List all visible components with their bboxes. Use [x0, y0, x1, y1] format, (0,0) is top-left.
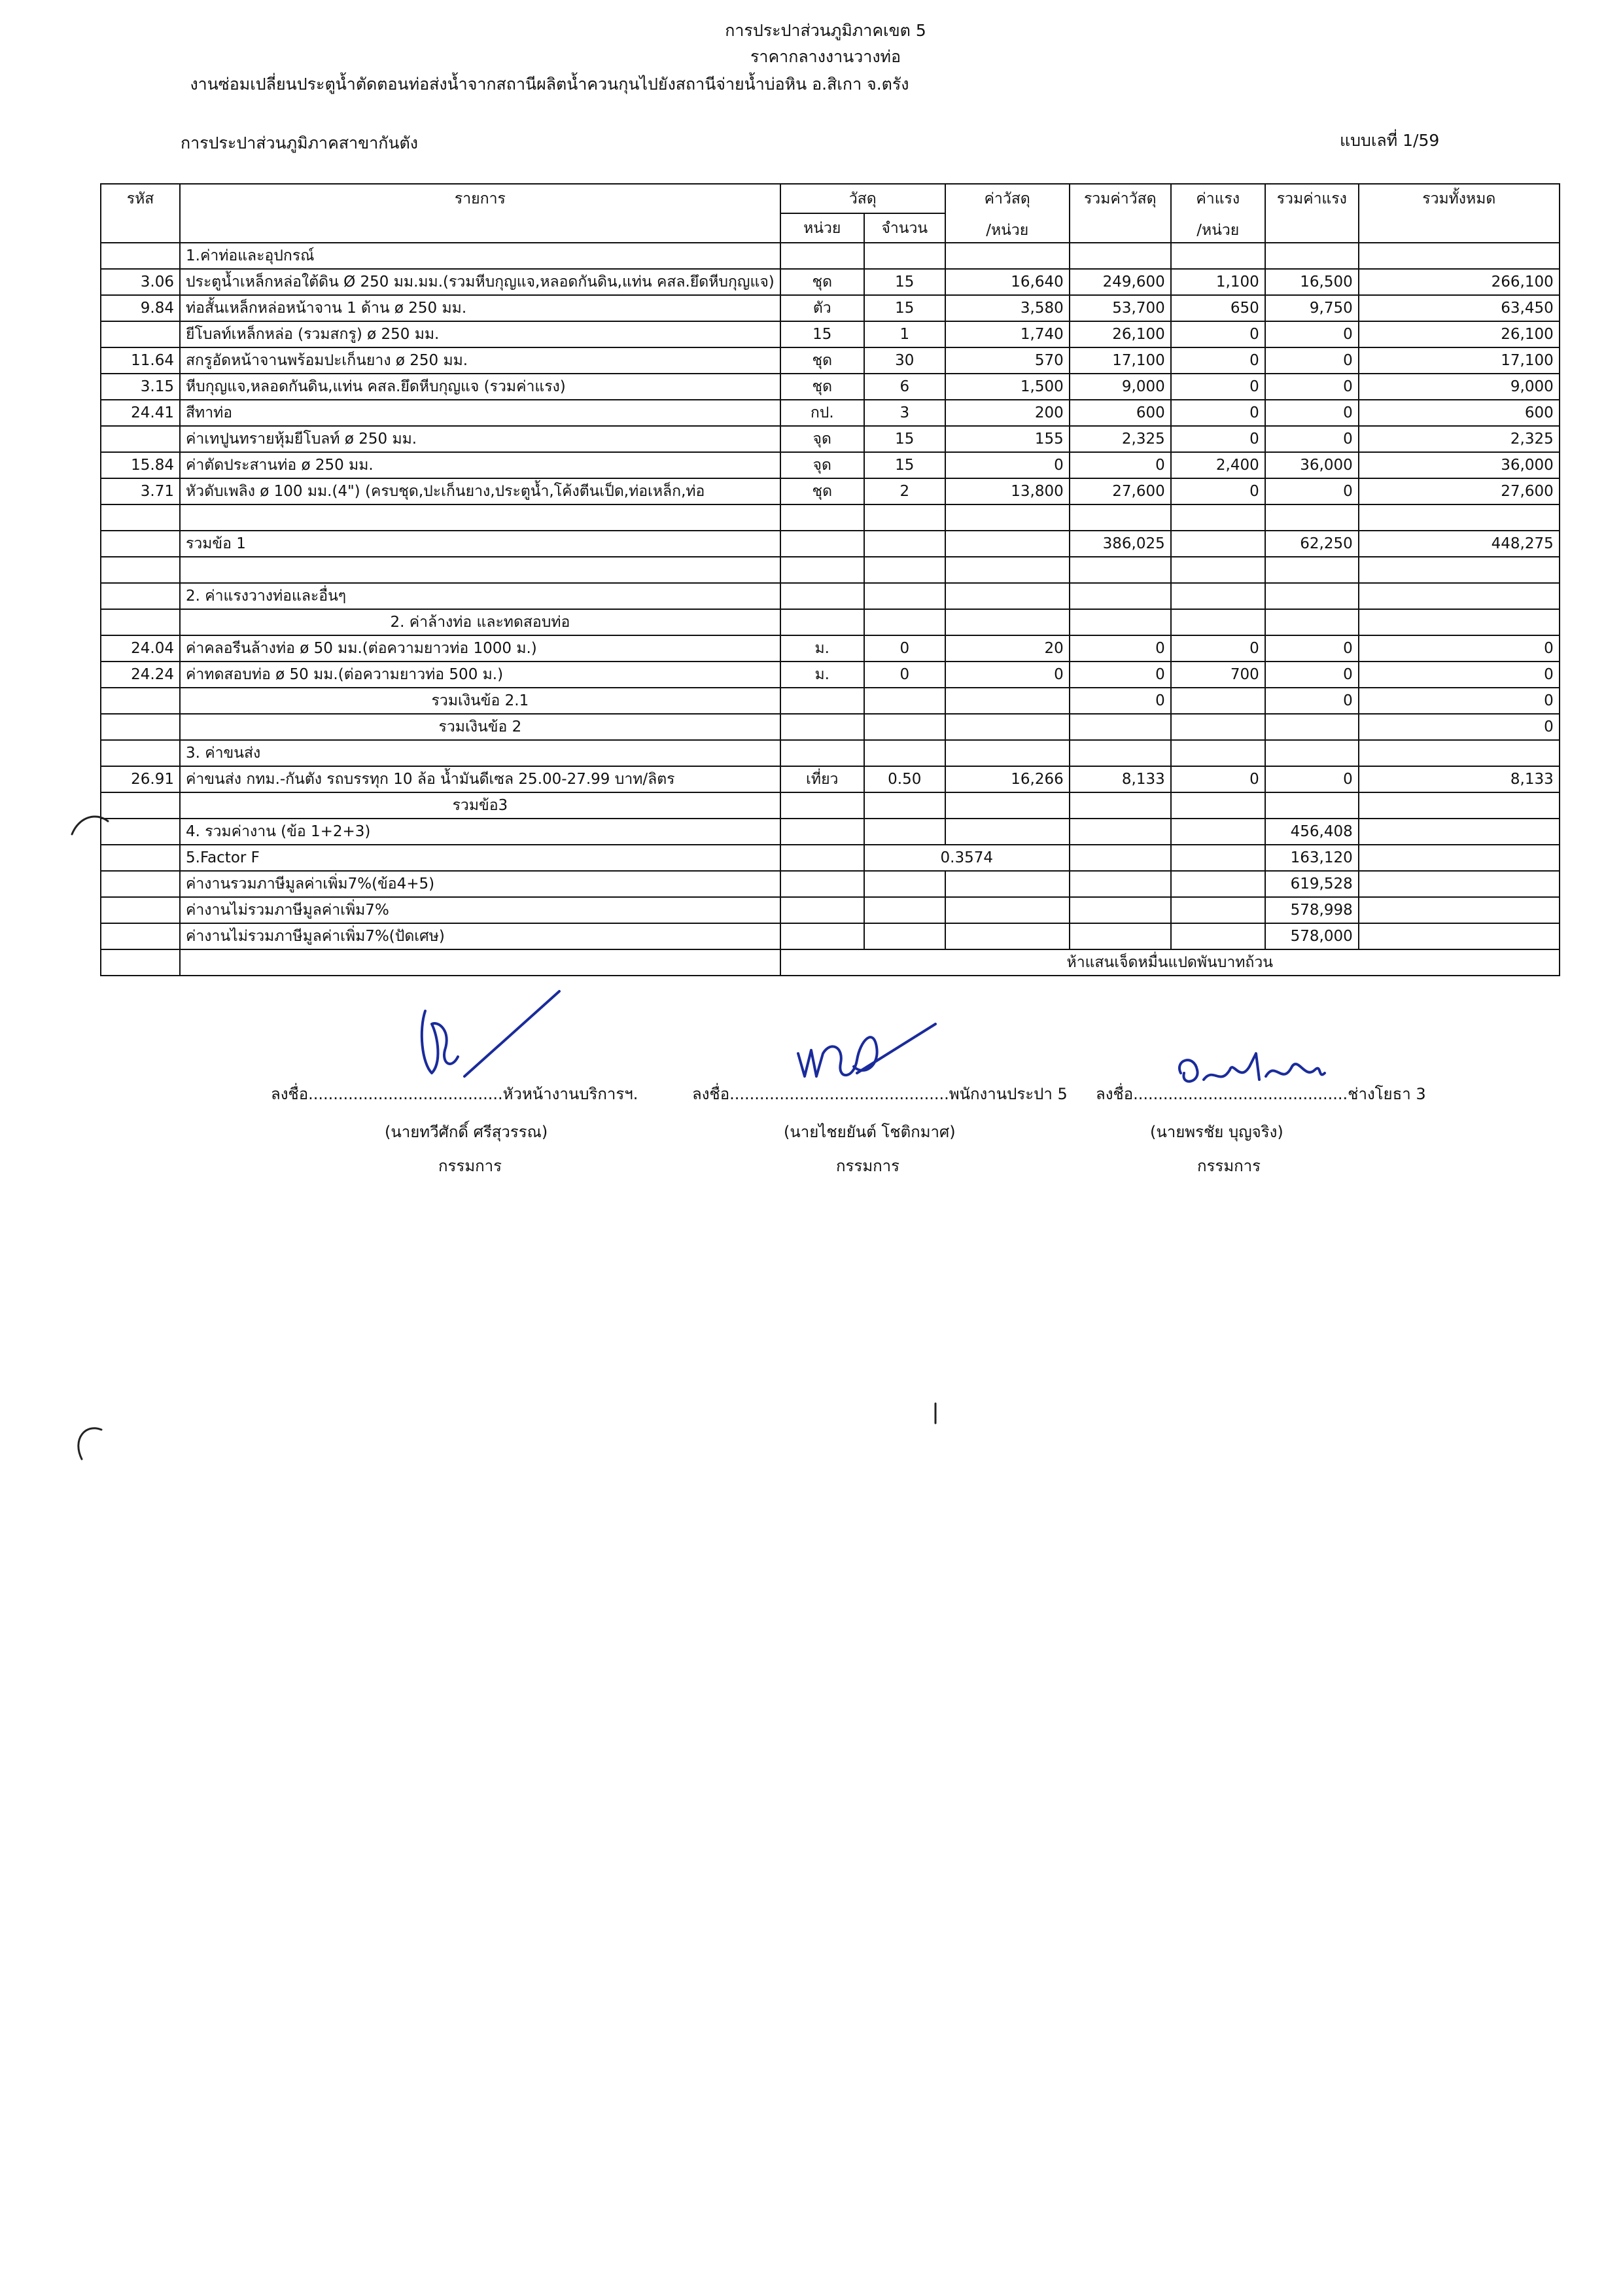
signature-line-3: ลงชื่อ...........................................ช่างโยธา 3 — [1096, 1085, 1426, 1103]
table-row — [101, 269, 1560, 295]
cell-unit: จุด — [780, 452, 864, 478]
cell-qty: 15 — [864, 452, 945, 478]
cell-item: ท่อสั้นเหล็กหล่อหน้าจาน 1 ด้าน ø 250 มม. — [180, 295, 780, 321]
section-title-row — [101, 740, 1560, 766]
section-2-subtitle: 2. ค่าล้างท่อ และทดสอบท่อ — [180, 609, 780, 635]
subtotal-1-labor-total: 62,250 — [1265, 531, 1359, 557]
section-title-row — [101, 583, 1560, 609]
cell-qty: 1 — [864, 321, 945, 347]
cell-unit: ชุด — [780, 269, 864, 295]
summary-6-value: 619,528 — [1265, 871, 1359, 897]
header-branch: การประปาส่วนภูมิภาคสาขากันตัง — [181, 133, 418, 152]
cell-item: สกรูอัดหน้าจานพร้อมปะเก็นยาง ø 250 มม. — [180, 347, 780, 374]
summary-row — [101, 845, 1560, 871]
cell-labor: 700 — [1171, 662, 1265, 688]
cell-unit: ชุด — [780, 478, 864, 504]
col-header-grand-total: รวมทั้งหมด — [1359, 184, 1560, 243]
table-row — [101, 635, 1560, 662]
cell-mat-price: 155 — [945, 426, 1070, 452]
amount-in-words: ห้าแสนเจ็ดหมื่นแปดพันบาทถ้วน — [780, 949, 1560, 976]
cell-unit: ชุด — [780, 347, 864, 374]
cell-total: 8,133 — [1359, 766, 1560, 792]
cell-mat-total: 0 — [1070, 662, 1171, 688]
cell-code: 15.84 — [101, 452, 180, 478]
cell-total: 26,100 — [1359, 321, 1560, 347]
subtotal-1-total: 448,275 — [1359, 531, 1560, 557]
cell-labor-total: 0 — [1265, 400, 1359, 426]
cell-code: 24.04 — [101, 635, 180, 662]
cell-code: 9.84 — [101, 295, 180, 321]
summary-row — [101, 871, 1560, 897]
section-title-row — [101, 243, 1560, 269]
signature-1 — [412, 985, 569, 1083]
cell-mat-price: 0 — [945, 452, 1070, 478]
section-subtitle-row — [101, 609, 1560, 635]
cell-qty: 15 — [864, 295, 945, 321]
subtotal-2-label: รวมเงินข้อ 2 — [180, 714, 780, 740]
cell-mat-total: 27,600 — [1070, 478, 1171, 504]
subtotal-1-mat-total: 386,025 — [1070, 531, 1171, 557]
cell-labor: 1,100 — [1171, 269, 1265, 295]
empty-row — [101, 557, 1560, 583]
cell-total: 17,100 — [1359, 347, 1560, 374]
cell-labor: 0 — [1171, 321, 1265, 347]
cell-total: 27,600 — [1359, 478, 1560, 504]
signer-3-role: กรรมการ — [1197, 1157, 1261, 1175]
table-row — [101, 766, 1560, 792]
cell-mat-total: 600 — [1070, 400, 1171, 426]
cell-unit: ชุด — [780, 374, 864, 400]
summary-4-value: 456,408 — [1265, 819, 1359, 845]
cost-table — [100, 183, 1560, 976]
cell-qty: 30 — [864, 347, 945, 374]
cell-code: 26.91 — [101, 766, 180, 792]
summary-8-label: ค่างานไม่รวมภาษีมูลค่าเพิ่ม7%(ปัดเศษ) — [180, 923, 780, 949]
subtotal-1-label: รวมข้อ 1 — [180, 531, 780, 557]
col-header-mat-total: รวมค่าวัสดุ — [1070, 184, 1171, 243]
cell-labor: 0 — [1171, 426, 1265, 452]
signer-2-name: (นายไชยยันต์ โชติกมาศ) — [784, 1123, 956, 1141]
cell-code: 3.71 — [101, 478, 180, 504]
cell-mat-total: 17,100 — [1070, 347, 1171, 374]
col-header-qty: จำนวน — [864, 213, 945, 243]
cell-unit: 15 — [780, 321, 864, 347]
cell-mat-total: 0 — [1070, 452, 1171, 478]
cell-code: 3.06 — [101, 269, 180, 295]
cell-total: 0 — [1359, 662, 1560, 688]
cell-qty: 0 — [864, 635, 945, 662]
cell-labor-total: 0 — [1265, 635, 1359, 662]
header-project-title: งานซ่อมเปลี่ยนประตูน้ำตัดตอนท่อส่งน้ำจากสถานีผลิตน้ำควนกุนไปยังสถานีจ่ายน้ำบ่อหิน อ.สิเกา จ.ตรัง — [190, 75, 909, 94]
cell-code: 24.24 — [101, 662, 180, 688]
empty-row — [101, 504, 1560, 531]
cell-mat-total: 26,100 — [1070, 321, 1171, 347]
subtotal-2-1-total: 0 — [1359, 688, 1560, 714]
summary-6-label: ค่างานรวมภาษีมูลค่าเพิ่ม7%(ข้อ4+5) — [180, 871, 780, 897]
cell-unit: ม. — [780, 662, 864, 688]
cell-item: ค่าทดสอบท่อ ø 50 มม.(ต่อความยาวท่อ 500 ม.) — [180, 662, 780, 688]
cell-mat-price: 13,800 — [945, 478, 1070, 504]
subtotal-row — [101, 531, 1560, 557]
cell-mat-price: 16,266 — [945, 766, 1070, 792]
cell-mat-price: 16,640 — [945, 269, 1070, 295]
col-header-mat-price: ค่าวัสดุ /หน่วย — [945, 184, 1070, 243]
cell-item: ค่าขนส่ง กทม.-กันตัง รถบรรทุก 10 ล้อ น้ำมันดีเซล 25.00-27.99 บาท/ลิตร — [180, 766, 780, 792]
cell-item: หัวดับเพลิง ø 100 มม.(4") (ครบชุด,ปะเก็นยาง,ประตูน้ำ,โค้งตีนเป็ด,ท่อเหล็ก,ท่อ — [180, 478, 780, 504]
factor-f-value: 0.3574 — [864, 845, 1070, 871]
summary-7-label: ค่างานไม่รวมภาษีมูลค่าเพิ่ม7% — [180, 897, 780, 923]
cell-qty: 2 — [864, 478, 945, 504]
cell-labor: 0 — [1171, 347, 1265, 374]
cell-labor-total: 0 — [1265, 766, 1359, 792]
subtotal-3-label: รวมข้อ3 — [180, 792, 780, 819]
cell-item: ประตูน้ำเหล็กหล่อใต้ดิน Ø 250 มม.มม.(รวมหีบกุญแจ,หลอดกันดิน,แท่น คสล.ยึดหีบกุญแจ) — [180, 269, 780, 295]
cell-labor-total: 0 — [1265, 374, 1359, 400]
scan-mark — [932, 1400, 939, 1426]
cell-mat-total: 9,000 — [1070, 374, 1171, 400]
cell-mat-price: 1,740 — [945, 321, 1070, 347]
signer-1-name: (นายทวีศักดิ์ ศรีสุวรรณ) — [385, 1123, 548, 1141]
col-header-labor-total: รวมค่าแรง — [1265, 184, 1359, 243]
cell-mat-total: 8,133 — [1070, 766, 1171, 792]
cell-labor-total: 0 — [1265, 321, 1359, 347]
cell-qty: 0.50 — [864, 766, 945, 792]
cell-item: ค่าตัดประสานท่อ ø 250 มม. — [180, 452, 780, 478]
subtotal-row — [101, 792, 1560, 819]
signature-line-2: ลงชื่อ............................................พนักงานประปา 5 — [692, 1085, 1068, 1103]
subtotal-2-1-mat-total: 0 — [1070, 688, 1171, 714]
cell-code: 24.41 — [101, 400, 180, 426]
signer-2-role: กรรมการ — [836, 1157, 900, 1175]
summary-8-value: 578,000 — [1265, 923, 1359, 949]
table-row — [101, 452, 1560, 478]
cell-labor-total: 36,000 — [1265, 452, 1359, 478]
summary-7-value: 578,998 — [1265, 897, 1359, 923]
cell-item: หีบกุญแจ,หลอดกันดิน,แท่น คสล.ยึดหีบกุญแจ (รวมค่าแรง) — [180, 374, 780, 400]
cell-labor-total: 0 — [1265, 347, 1359, 374]
signer-1-role: กรรมการ — [438, 1157, 502, 1175]
cell-unit: กป. — [780, 400, 864, 426]
cell-mat-total: 249,600 — [1070, 269, 1171, 295]
cell-total: 36,000 — [1359, 452, 1560, 478]
cell-labor-total: 0 — [1265, 478, 1359, 504]
cell-mat-price: 200 — [945, 400, 1070, 426]
col-header-unit: หน่วย — [780, 213, 864, 243]
summary-5-label: 5.Factor F — [180, 845, 780, 871]
cell-qty: 0 — [864, 662, 945, 688]
cell-labor-total: 0 — [1265, 426, 1359, 452]
cell-labor-total: 0 — [1265, 662, 1359, 688]
summary-row — [101, 923, 1560, 949]
cell-qty: 6 — [864, 374, 945, 400]
cell-mat-total: 53,700 — [1070, 295, 1171, 321]
cell-mat-price: 0 — [945, 662, 1070, 688]
cell-labor-total: 9,750 — [1265, 295, 1359, 321]
cell-total: 9,000 — [1359, 374, 1560, 400]
table-row — [101, 347, 1560, 374]
cell-qty: 15 — [864, 426, 945, 452]
col-header-labor: ค่าแรง /หน่วย — [1171, 184, 1265, 243]
signer-3-name: (นายพรชัย บุญจริง) — [1150, 1123, 1283, 1141]
col-header-material: วัสดุ — [780, 184, 945, 213]
subtotal-2-1-label: รวมเงินข้อ 2.1 — [180, 688, 780, 714]
table-row — [101, 478, 1560, 504]
cell-code — [101, 426, 180, 452]
cell-item: ค่าคลอรีนล้างท่อ ø 50 มม.(ต่อความยาวท่อ 1000 ม.) — [180, 635, 780, 662]
header-row — [101, 184, 1560, 213]
summary-row — [101, 819, 1560, 845]
cell-mat-total: 2,325 — [1070, 426, 1171, 452]
table-row — [101, 374, 1560, 400]
cell-total: 63,450 — [1359, 295, 1560, 321]
cell-unit: ตัว — [780, 295, 864, 321]
cell-labor: 650 — [1171, 295, 1265, 321]
cell-labor: 0 — [1171, 374, 1265, 400]
cell-code: 3.15 — [101, 374, 180, 400]
scan-mark — [65, 805, 111, 838]
table-row — [101, 295, 1560, 321]
subtotal-2-1-labor-total: 0 — [1265, 688, 1359, 714]
cell-total: 600 — [1359, 400, 1560, 426]
section-3-title: 3. ค่าขนส่ง — [180, 740, 780, 766]
section-1-title: 1.ค่าท่อและอุปกรณ์ — [180, 243, 780, 269]
cell-item: ค่าเทปูนทรายหุ้มยีโบลท์ ø 250 มม. — [180, 426, 780, 452]
cell-mat-price: 1,500 — [945, 374, 1070, 400]
cell-mat-price: 3,580 — [945, 295, 1070, 321]
cell-mat-total: 0 — [1070, 635, 1171, 662]
cell-mat-price: 20 — [945, 635, 1070, 662]
cell-total: 266,100 — [1359, 269, 1560, 295]
table-row — [101, 662, 1560, 688]
cell-unit: จุด — [780, 426, 864, 452]
table-row — [101, 400, 1560, 426]
cell-unit: เที่ยว — [780, 766, 864, 792]
cell-mat-price: 570 — [945, 347, 1070, 374]
subtotal-row — [101, 688, 1560, 714]
header-line1: การประปาส่วนภูมิภาคเขต 5 — [725, 21, 926, 40]
section-2-title: 2. ค่าแรงวางท่อและอื่นๆ — [180, 583, 780, 609]
col-header-code: รหัส — [101, 184, 180, 243]
cell-total: 0 — [1359, 635, 1560, 662]
table-row — [101, 426, 1560, 452]
cell-item: ยีโบลท์เหล็กหล่อ (รวมสกรู) ø 250 มม. — [180, 321, 780, 347]
cell-item: สีทาท่อ — [180, 400, 780, 426]
cell-unit: ม. — [780, 635, 864, 662]
summary-row — [101, 897, 1560, 923]
cell-total: 2,325 — [1359, 426, 1560, 452]
cell-labor: 0 — [1171, 400, 1265, 426]
subtotal-row — [101, 714, 1560, 740]
amount-in-words-row — [101, 949, 1560, 976]
table-row — [101, 321, 1560, 347]
subtotal-2-total: 0 — [1359, 714, 1560, 740]
cell-labor: 0 — [1171, 478, 1265, 504]
cell-labor: 2,400 — [1171, 452, 1265, 478]
cell-labor: 0 — [1171, 635, 1265, 662]
cell-qty: 3 — [864, 400, 945, 426]
signature-line-1: ลงชื่อ.......................................หัวหน้างานบริการฯ. — [271, 1085, 638, 1103]
cell-code: 11.64 — [101, 347, 180, 374]
punch-hole-mark — [65, 1420, 111, 1466]
summary-4-label: 4. รวมค่างาน (ข้อ 1+2+3) — [180, 819, 780, 845]
cell-code — [101, 321, 180, 347]
header-line2: ราคากลางงานวางท่อ — [750, 47, 901, 66]
cell-labor-total: 16,500 — [1265, 269, 1359, 295]
cell-qty: 15 — [864, 269, 945, 295]
cell-labor: 0 — [1171, 766, 1265, 792]
col-header-item: รายการ — [180, 184, 780, 243]
summary-5-value: 163,120 — [1265, 845, 1359, 871]
header-form-no: แบบเลที่ 1/59 — [1340, 131, 1440, 150]
